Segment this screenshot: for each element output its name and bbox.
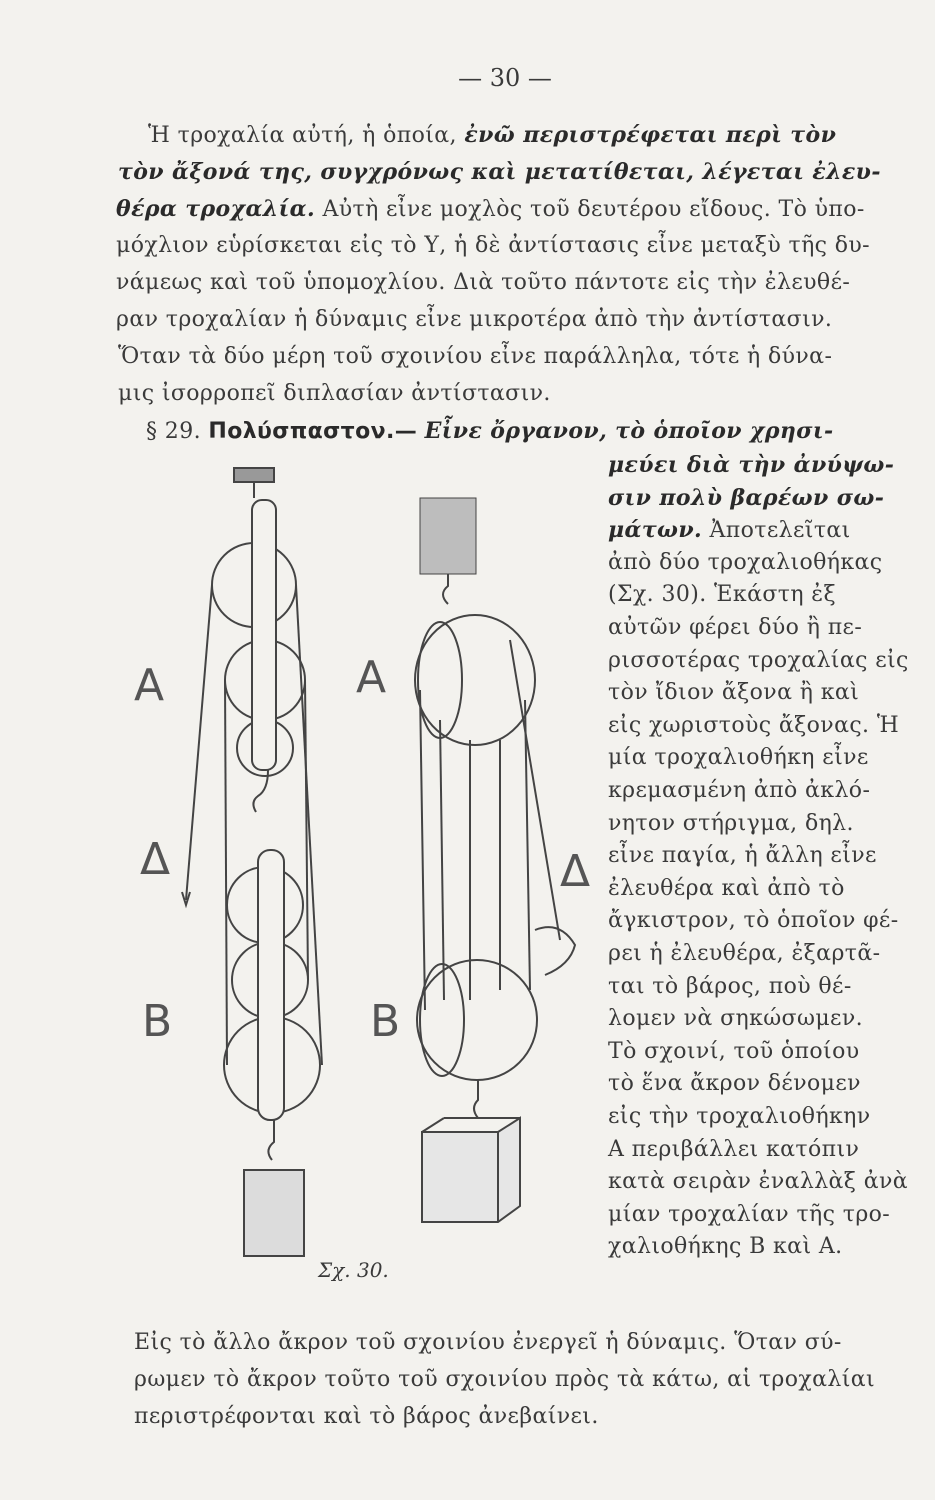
text-line: Ἡ τροχαλία αὐτή, ἡ ὁποία, ἐνῶ περιστρέφεται περὶ τὸν [148, 122, 837, 148]
right-column-line: νητον στήριγμα, δηλ. [608, 810, 854, 836]
right-column-line: ἀπὸ δύο τροχαλιοθήκας [608, 549, 883, 575]
lower-block-frame [258, 850, 284, 1120]
figure-caption: Σχ. 30. [318, 1258, 389, 1282]
label-mid-a: A [356, 652, 387, 703]
rope [420, 690, 425, 1010]
page-number: — 30 — [458, 64, 552, 92]
weight-cube [422, 1118, 520, 1222]
right-column-line: Α περιβάλλει κατόπιν [608, 1136, 860, 1162]
rope [440, 720, 444, 1000]
right-column-line: ρισσοτέρας τροχαλίας εἰς [608, 647, 909, 673]
right-column-line: ἐλευθέρα καὶ ἀπὸ τὸ [608, 875, 845, 901]
right-column-line: ἄγκιστρον, τὸ ὁποῖον φέ- [608, 908, 899, 934]
right-column-line: μίαν τροχαλίαν τῆς τρο- [608, 1201, 891, 1227]
weight-left [244, 1170, 304, 1256]
lower-hook [268, 1120, 274, 1160]
right-column-line: (Σχ. 30). Ἑκάστη ἐξ [608, 582, 837, 608]
ceiling-block [420, 498, 476, 574]
top-hook [443, 574, 448, 604]
label-mid-b: B [370, 996, 401, 1047]
label-left-a: A [134, 660, 165, 711]
movable-block-face [420, 964, 464, 1076]
upper-block-frame [252, 500, 276, 770]
right-column-line: σιν πολὺ βαρέων σω- [608, 484, 885, 511]
bottom-hook [474, 1080, 478, 1118]
right-column-line: μεύει διὰ τὴν ἀνύψω- [608, 452, 895, 478]
right-column-line: εἰς τὴν τροχαλιοθήκην [608, 1104, 871, 1129]
rope [225, 680, 227, 1065]
right-column-line: τὸ ἕνα ἄκρον δένομεν [608, 1071, 861, 1097]
movable-block [417, 960, 537, 1080]
label-right-delta: Δ [560, 846, 591, 897]
right-column-line: λομεν νὰ σηκώσωμεν. [608, 1006, 863, 1032]
section-heading: § 29. Πολύσπαστον.— Εἶνε ὄργανον, τὸ ὁποῖον χρησι- [146, 418, 834, 444]
text-line: μόχλιον εὑρίσκεται εἰς τὸ Υ, ἡ δὲ ἀντίστασις εἶνε μεταξὺ τῆς δυ- [116, 233, 871, 258]
rope [186, 585, 212, 900]
text-line: ραν τροχαλίαν ἡ δύναμις εἶνε μικροτέρα ἀπὸ τὴν ἀντίστασιν. [116, 307, 833, 332]
right-column-line: Τὸ σχοινί, τοῦ ὁποίου [608, 1038, 860, 1064]
text-line: νάμεως καὶ τοῦ ὑπομοχλίου. Διὰ τοῦτο πάντοτε εἰς τὴν ἐλευθέ- [116, 270, 851, 295]
right-column-line: κρεμασμένη ἀπὸ ἀκλό- [608, 778, 871, 803]
right-column-line: ρει ἡ ἐλευθέρα, ἐξαρτᾶ- [608, 941, 881, 966]
text-line: ρωμεν τὸ ἄκρον τοῦτο τοῦ σχοινίου πρὸς τὰ κάτω, αἱ τροχαλίαι [134, 1367, 876, 1392]
text-line: Εἰς τὸ ἄλλο ἄκρον τοῦ σχοινίου ἐνεργεῖ ἡ δύναμις. Ὅταν σύ- [134, 1330, 842, 1355]
right-column-line: αὐτῶν φέρει δύο ἢ πε- [608, 615, 863, 640]
right-column-line: ται τὸ βάρος, ποὺ θέ- [608, 973, 852, 999]
right-column-line: εἰς χωριστοὺς ἄξονας. Ἡ [608, 712, 900, 738]
text-line: Ὅταν τὰ δύο μέρη τοῦ σχοινίου εἶνε παράλληλα, τότε ἡ δύνα- [118, 344, 833, 369]
ceiling-mount [234, 468, 274, 482]
rope [296, 585, 322, 1065]
hand [535, 927, 575, 975]
right-column-line: χαλιοθήκης Β καὶ Α. [608, 1234, 843, 1260]
right-column-line: μία τροχαλιοθήκη εἶνε [608, 745, 869, 771]
text-line: περιστρέφονται καὶ τὸ βάρος ἀνεβαίνει. [134, 1404, 599, 1429]
label-left-delta: Δ [140, 834, 171, 885]
label-left-b: B [142, 996, 173, 1047]
text-line: τὸν ἄξονά της, συγχρόνως καὶ μετατίθεται, λέγεται ἐλευ- [118, 159, 881, 185]
right-column-line: εἶνε παγία, ἡ ἄλλη εἶνε [608, 843, 877, 869]
text-line: θέρα τροχαλία. Αὐτὴ εἶνε μοχλὸς τοῦ δευτέρου εἴδους. Τὸ ὑπο- [116, 196, 865, 222]
right-column-line: τὸν ἴδιον ἄξονα ἢ καὶ [608, 680, 860, 706]
right-column-line: μάτων. Ἀποτελεῖται [608, 517, 851, 544]
text-line: μις ἰσορροπεῖ διπλασίαν ἀντίστασιν. [118, 381, 551, 406]
right-column-line: κατὰ σειρὰν ἐναλλὰξ ἀνὰ [608, 1169, 909, 1195]
rope [305, 680, 308, 980]
